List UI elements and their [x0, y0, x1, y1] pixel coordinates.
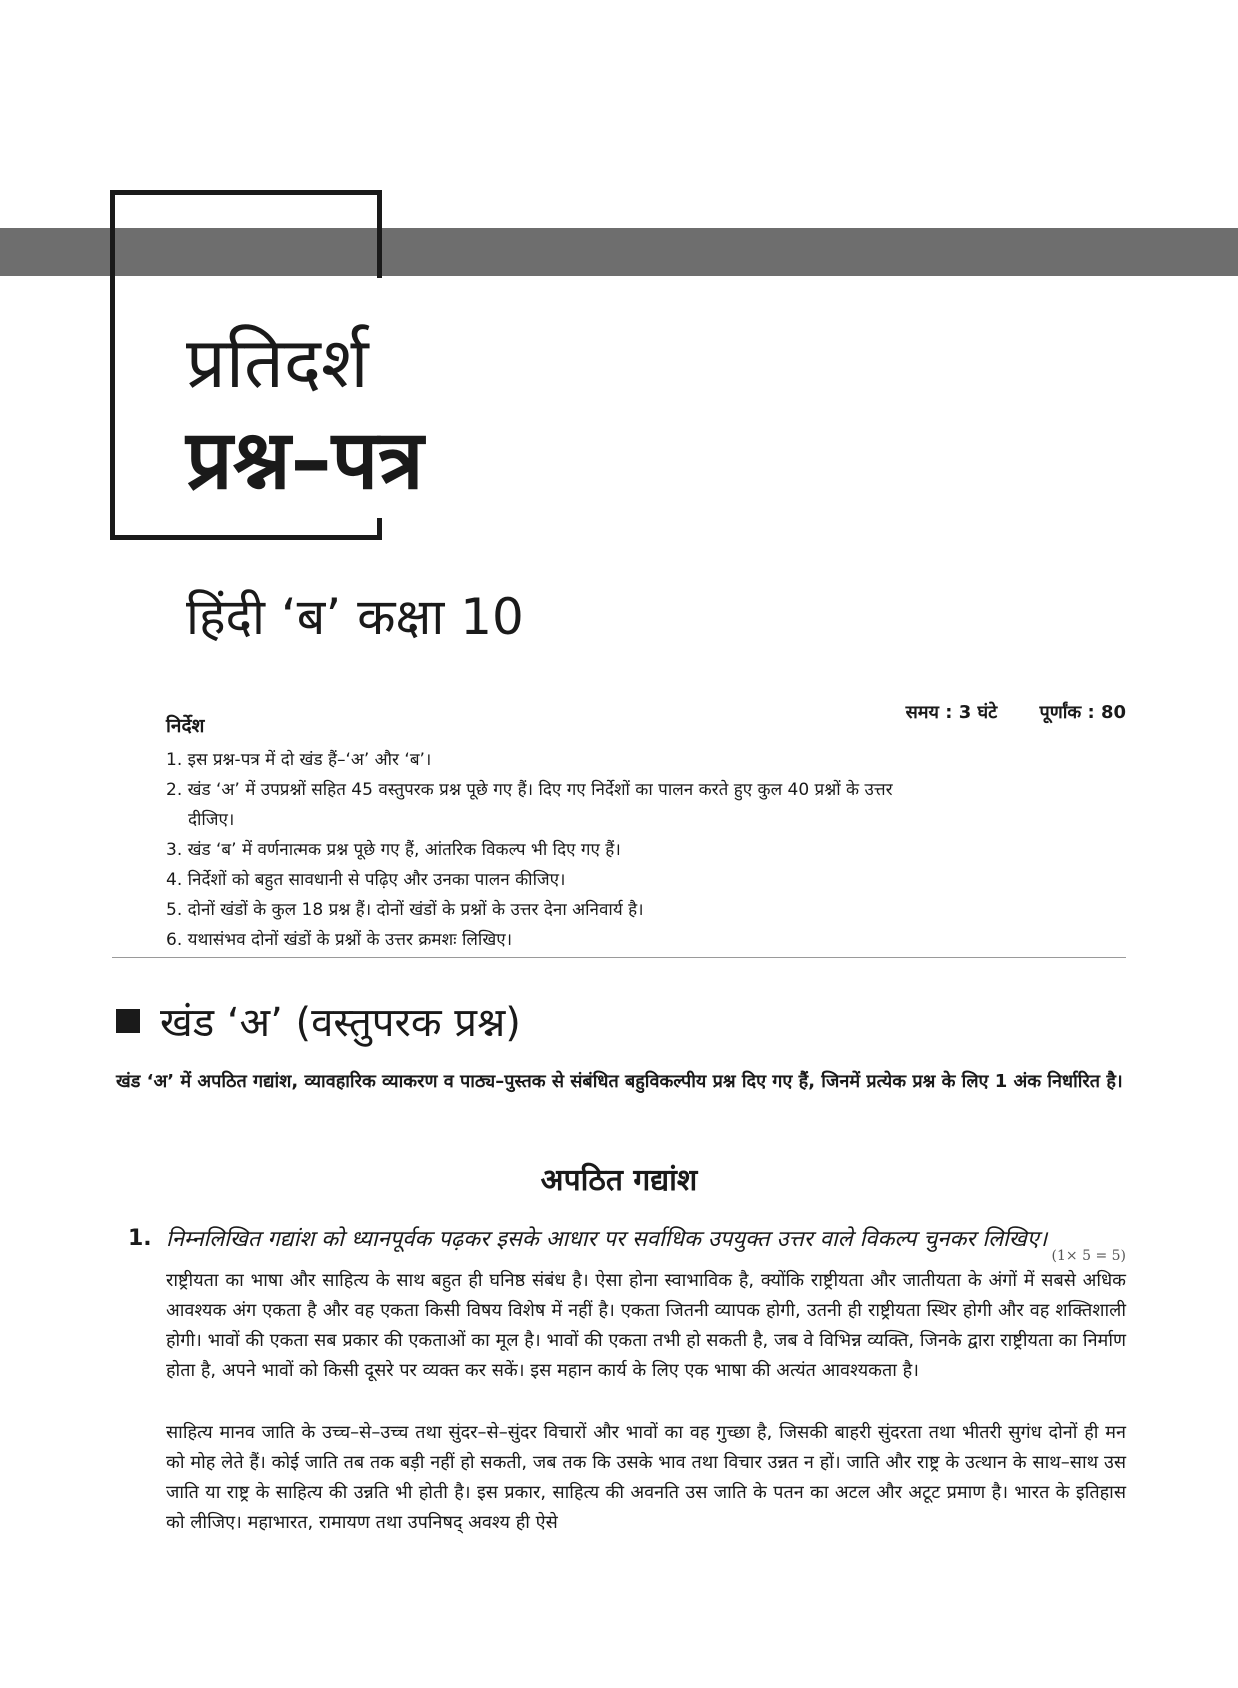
direction-item: 6. यथासंभव दोनों खंडों के प्रश्नों के उत्तर क्रमशः लिखिए।: [166, 930, 513, 950]
directions-list: [166, 745, 896, 955]
question-instruction: निम्नलिखित गद्यांश को ध्यानपूर्वक पढ़कर इसके आधार पर सर्वाधिक उपयुक्त उत्तर वाले विकल्प चुनकर लिखिए।: [166, 1227, 1048, 1252]
max-marks-label: पूर्णांक : 80: [1039, 702, 1126, 723]
direction-item: 2. खंड ‘अ’ में उपप्रश्नों सहित 45 वस्तुपरक प्रश्न पूछे गए हैं। दिए गए निर्देशों का पालन करते हुए कुल 40 प्रश्नों के उत्तर दीजिए।: [166, 780, 893, 830]
time-label: समय : 3 घंटे: [905, 702, 998, 723]
section-a-heading: [116, 1000, 521, 1046]
section-a-note: खंड ‘अ’ में अपठित गद्यांश, व्यावहारिक व्याकरण व पाठ्य–पुस्तक से संबंधित बहुविकल्पीय प्रश्न दिए गए हैं, जिनमें प्रत्येक प्रश्न के लिए 1 अंक निर्धारित है।: [116, 1071, 1123, 1092]
title-frame-edge: [377, 190, 382, 278]
title-frame-edge: [377, 518, 382, 540]
exam-meta: [870, 700, 1126, 724]
passage-paragraph: राष्ट्रीयता का भाषा और साहित्य के साथ बहुत ही घनिष्ठ संबंध है। ऐसा होना स्वाभाविक है, क्योंकि राष्ट्रीयता और जातीयता के अंगों में सबसे अधिक आवश्यक अंग एकता है और वह एकता किसी विषय विशेष में नहीं है। एकता जितनी व्यापक होगी, उतनी ही राष्ट्रीयता स्थिर होगी और वह शक्तिशाली होगी। भावों की एकता सब प्रकार की एकताओं का मूल है। भावों की एकता तभी हो सकती है, जब वे विभिन्न व्यक्ति, जिनके द्वारा राष्ट्रीयता का निर्माण होता है, अपने भावों को किसी दूसरे पर व्यक्त कर सकें। इस महान कार्य के लिए एक भाषा की अत्यंत आवश्यकता है।: [166, 1270, 1126, 1381]
passage-paragraph: साहित्य मानव जाति के उच्च–से–उच्च तथा सुंदर–से–सुंदर विचारों और भावों का वह गुच्छा है, जिसकी बाहरी सुंदरता तथा भीतरी सुगंध दोनों ही मन को मोह लेते हैं। कोई जाति तब तक बड़ी नहीं हो सकती, जब तक कि उसके भाव तथा विचार उन्नत न हों। जाति और राष्ट्र के उत्थान के साथ–साथ उस जाति या राष्ट्र के साहित्य की उन्नति भी होती है। इस प्रकार, साहित्य की अवनति उस जाति के पतन का अटल और अटूट प्रमाण है। भारत के इतिहास को लीजिए। महाभारत, रामायण तथा उपनिषद् अवश्य ही ऐसे: [166, 1422, 1126, 1533]
question-marks: (1× 5 = 5): [1051, 1248, 1126, 1264]
question-number: 1.: [128, 1226, 152, 1251]
title-line-1: प्रतिदर्श: [186, 322, 369, 404]
direction-item: 1. इस प्रश्न-पत्र में दो खंड हैं–‘अ’ और ‘ब’।: [166, 750, 432, 770]
direction-item: 3. खंड ‘ब’ में वर्णनात्मक प्रश्न पूछे गए हैं, आंतरिक विकल्प भी दिए गए हैं।: [166, 840, 621, 860]
divider: [112, 957, 1126, 958]
directions-heading: निर्देश: [166, 715, 205, 737]
section-a-title: खंड ‘अ’ (वस्तुपरक प्रश्न): [160, 1000, 521, 1046]
title-line-2: प्रश्न–पत्र: [186, 413, 424, 508]
unseen-passage-heading: अपठित गद्यांश: [540, 1163, 698, 1198]
direction-item: 4. निर्देशों को बहुत सावधानी से पढ़िए और उनका पालन कीजिए।: [166, 870, 566, 890]
direction-item: 5. दोनों खंडों के कुल 18 प्रश्न हैं। दोनों खंडों के प्रश्नों के उत्तर देना अनिवार्य है।: [166, 900, 644, 920]
subject-heading: हिंदी ‘ब’ कक्षा 10: [186, 588, 524, 646]
square-bullet-icon: [116, 1009, 140, 1033]
